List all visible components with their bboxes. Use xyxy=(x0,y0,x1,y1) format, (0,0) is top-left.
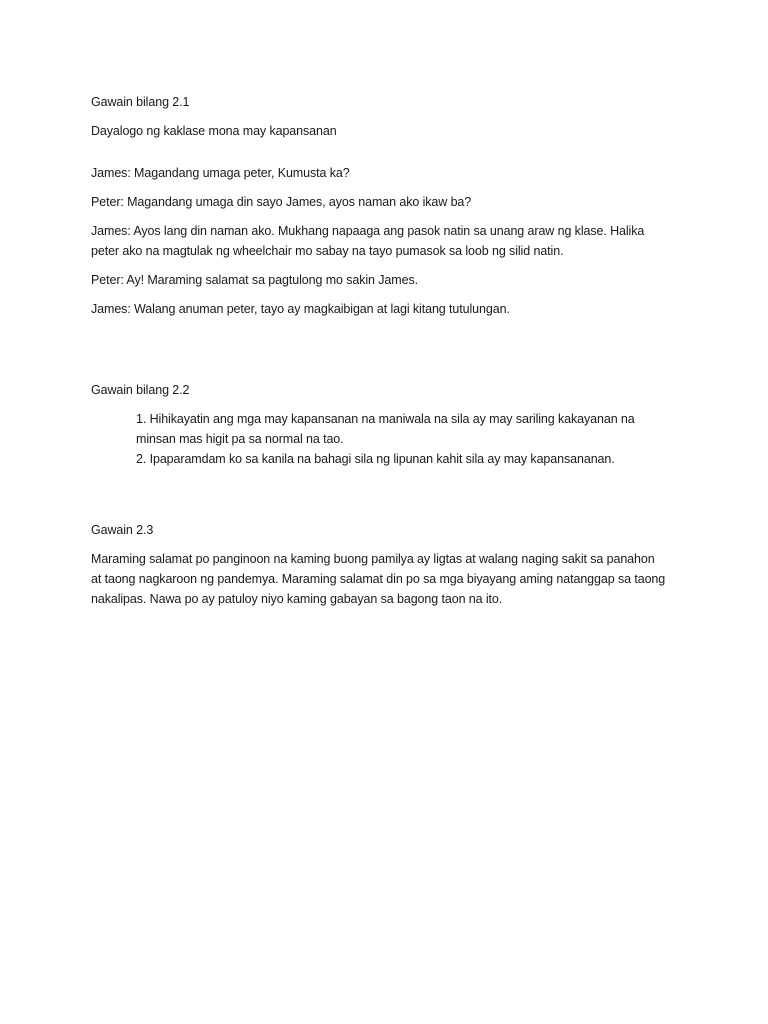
dialogue-line: Peter: Ay! Maraming salamat sa pagtulong mo sakin James. xyxy=(91,273,418,287)
dialogue-line-multi xyxy=(91,221,691,261)
dialogue-line: Peter: Magandang umaga din sayo James, ayos naman ako ikaw ba? xyxy=(91,195,472,209)
section-2-1-heading: Gawain bilang 2.1 xyxy=(91,95,190,109)
list-item: 1. Hihikayatin ang mga may kapansanan na maniwala na sila ay may sariling kakayanan na xyxy=(136,412,635,426)
prayer-paragraph xyxy=(91,549,691,609)
list-item-continuation: minsan mas higit pa sa normal na tao. xyxy=(136,432,344,446)
paragraph-line: nakalipas. Nawa po ay patuloy niyo kaming gabayan sa bagong taon na ito. xyxy=(91,592,503,606)
dialogue-line-part: James: Ayos lang din naman ako. Mukhang napaaga ang pasok natin sa unang araw ng klase. Halika xyxy=(91,224,645,238)
list-item: 2. Ipaparamdam ko sa kanila na bahagi sila ng lipunan kahit sila ay may kapansananan. xyxy=(136,452,615,466)
dialogue-line: James: Walang anuman peter, tayo ay magkaibigan at lagi kitang tutulungan. xyxy=(91,302,510,316)
section-2-2-heading: Gawain bilang 2.2 xyxy=(91,383,190,397)
paragraph-line: Maraming salamat po panginoon na kaming buong pamilya ay ligtas at walang naging sakit sa panahon xyxy=(91,552,655,566)
paragraph-line: at taong nagkaroon ng pandemya. Maraming salamat din po sa mga biyayang aming natanggap sa taong xyxy=(91,572,666,586)
dialogue-line-part: peter ako na magtulak ng wheelchair mo sabay na tayo pumasok sa loob ng silid natin. xyxy=(91,244,564,258)
numbered-list xyxy=(136,409,691,469)
dialogue-line: James: Magandang umaga peter, Kumusta ka? xyxy=(91,166,350,180)
document-body xyxy=(91,92,691,609)
section-2-1-subtitle: Dayalogo ng kaklase mona may kapansanan xyxy=(91,124,337,138)
section-2-3-heading: Gawain 2.3 xyxy=(91,523,154,537)
